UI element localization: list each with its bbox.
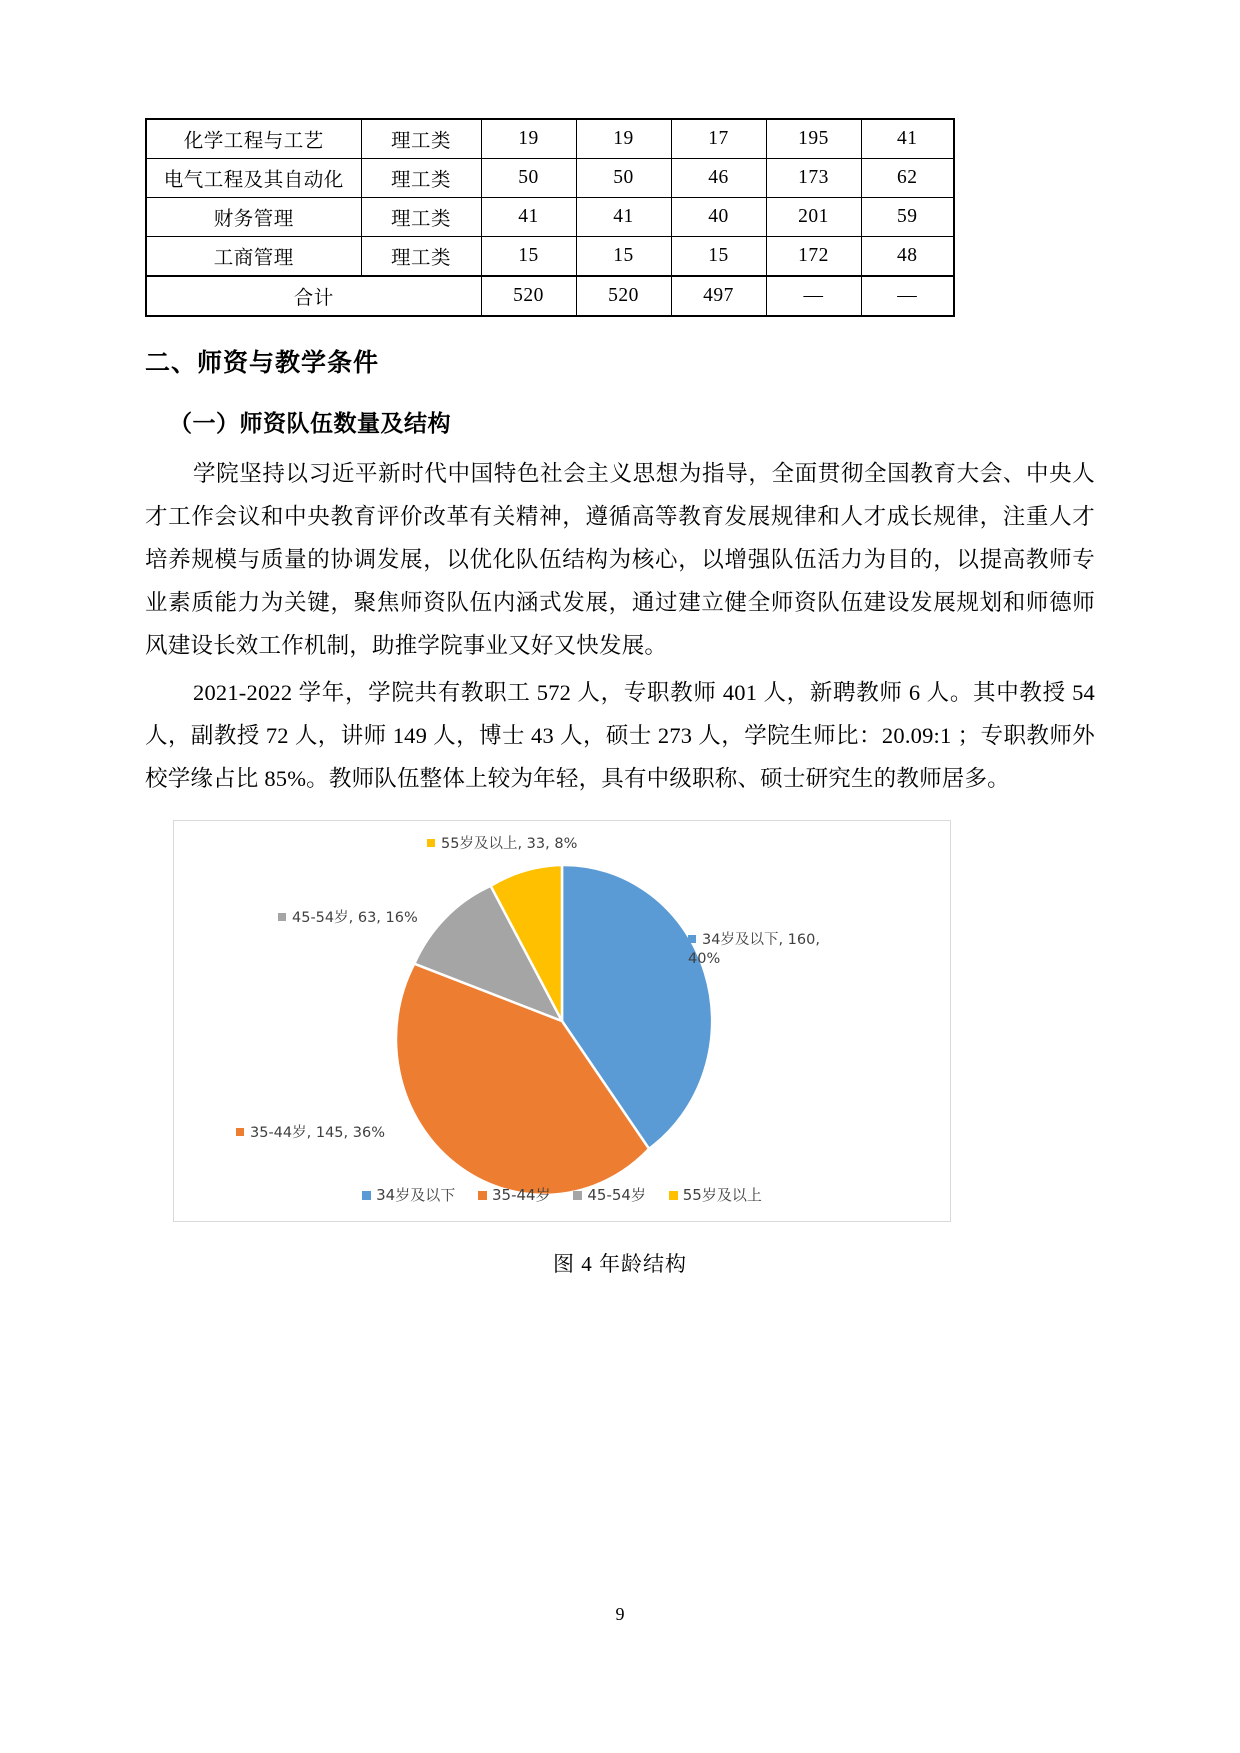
pie-label-35-text: 35-44岁, 145, 36% (250, 1125, 385, 1141)
table-row (146, 119, 954, 159)
legend-label-55: 55岁及以上 (682, 1186, 762, 1204)
cell-major: 工商管理 (146, 237, 361, 277)
cell-value: 41 (576, 198, 671, 237)
legend-item-34 (362, 1184, 455, 1205)
age-structure-chart (173, 820, 951, 1222)
cell-value: 40 (671, 198, 766, 237)
table-row (146, 198, 954, 237)
paragraph-one: 学院坚持以习近平新时代中国特色社会主义思想为指导，全面贯彻全国教育大会、中央人才工作会议和中央教育评价改革有关精神，遵循高等教育发展规律和人才成长规律，注重人才培养规模与质量的协调发展，以优化队伍结构为核心，以增强队伍活力为目的，以提高教师专业素质能力为关键，聚焦师资队伍内涵式发展，通过建立健全师资队伍建设发展规划和师德师风建设长效工作机制，助推学院事业又好又快发展。 (145, 461, 1095, 658)
legend-swatch-35-icon (478, 1191, 487, 1200)
pie-svg (174, 821, 952, 1223)
cell-value: 50 (481, 159, 576, 198)
legend-swatch-34-icon (362, 1191, 371, 1200)
legend-label-34: 34岁及以下 (376, 1186, 456, 1204)
cell-total-value: — (766, 276, 861, 316)
cell-category: 理工类 (361, 159, 481, 198)
cell-value: 201 (766, 198, 861, 237)
cell-value: 15 (671, 237, 766, 277)
cell-value: 41 (861, 119, 954, 159)
chart-legend (174, 1184, 950, 1205)
section-heading: 二、师资与教学条件 (145, 348, 380, 377)
swatch-35-icon (236, 1128, 244, 1136)
cell-value: 62 (861, 159, 954, 198)
cell-total-value: 520 (576, 276, 671, 316)
figure-caption: 图 4 年龄结构 (553, 1252, 687, 1276)
pie-label-35 (236, 1124, 385, 1143)
pie-label-34-text: 34岁及以下, 160, 40% (688, 932, 820, 967)
cell-value: 59 (861, 198, 954, 237)
table-total-row (146, 276, 954, 316)
legend-swatch-45-icon (573, 1191, 582, 1200)
swatch-34-icon (688, 935, 696, 943)
swatch-45-icon (278, 913, 286, 921)
pie-label-45-text: 45-54岁, 63, 16% (292, 910, 418, 926)
majors-table (145, 118, 955, 317)
legend-item-55 (669, 1184, 762, 1205)
legend-label-45: 45-54岁 (587, 1186, 646, 1204)
cell-value: 48 (861, 237, 954, 277)
cell-major: 电气工程及其自动化 (146, 159, 361, 198)
cell-value: 41 (481, 198, 576, 237)
cell-value: 50 (576, 159, 671, 198)
cell-value: 19 (481, 119, 576, 159)
page-number: 9 (615, 1604, 625, 1624)
pie-label-34 (688, 931, 828, 969)
paragraph-two: 2021-2022 学年，学院共有教职工 572 人，专职教师 401 人，新聘教师 6 人。其中教授 54 人，副教授 72 人，讲师 149 人，博士 43 人，硕士 273 人，学院生师比：20.09:1 ；专职教师外校学缘占比 85%。教师队伍整体上较为年轻，具有中级职称、硕士研究生的教师居多。 (145, 680, 1095, 791)
cell-category: 理工类 (361, 198, 481, 237)
cell-value: 15 (481, 237, 576, 277)
cell-major: 化学工程与工艺 (146, 119, 361, 159)
legend-item-45 (573, 1184, 646, 1205)
legend-label-35: 35-44岁 (492, 1186, 551, 1204)
subsection-heading: （一）师资队伍数量及结构 (169, 411, 451, 437)
table-row (146, 237, 954, 277)
cell-category: 理工类 (361, 119, 481, 159)
cell-value: 173 (766, 159, 861, 198)
cell-value: 195 (766, 119, 861, 159)
cell-value: 19 (576, 119, 671, 159)
pie-label-55 (427, 835, 577, 854)
cell-category: 理工类 (361, 237, 481, 277)
legend-swatch-55-icon (669, 1191, 678, 1200)
cell-total-label: 合计 (146, 276, 481, 316)
cell-total-value: — (861, 276, 954, 316)
cell-value: 15 (576, 237, 671, 277)
table-row (146, 159, 954, 198)
legend-item-35 (478, 1184, 551, 1205)
pie-label-55-text: 55岁及以上, 33, 8% (441, 836, 578, 852)
cell-value: 172 (766, 237, 861, 277)
pie-chart-graphic (174, 821, 950, 1221)
cell-major: 财务管理 (146, 198, 361, 237)
cell-value: 46 (671, 159, 766, 198)
cell-total-value: 520 (481, 276, 576, 316)
cell-value: 17 (671, 119, 766, 159)
cell-total-value: 497 (671, 276, 766, 316)
pie-label-45 (278, 909, 418, 928)
swatch-55-icon (427, 839, 435, 847)
